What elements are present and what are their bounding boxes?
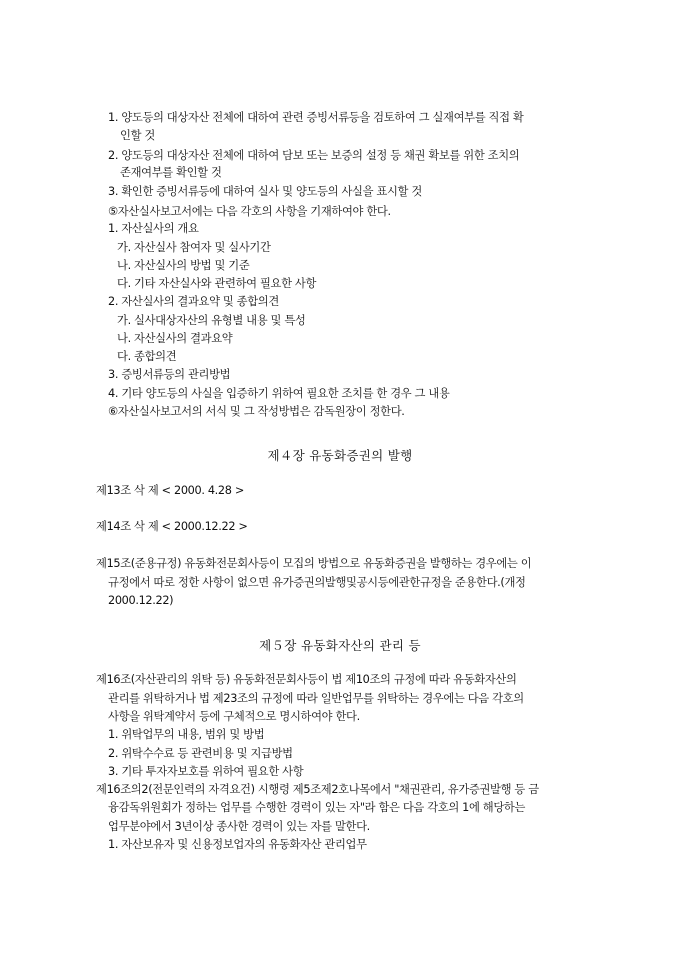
list-item: 3. 증빙서류등의 관리방법 [108,368,231,381]
list-item: 인할 것 [120,129,155,142]
article-line: 제13조 삭 제 < 2000. 4.28 > [96,484,244,497]
list-item: 존재여부를 확인할 것 [120,166,222,179]
list-item: 다. 기타 자산실사와 관련하여 필요한 사항 [117,277,317,290]
article-line: 제16조의2(전문인력의 자격요건) 시행령 제5조제2호나목에서 "채권관리, 유가증권발행 등 금 [96,783,539,796]
article-line: 제16조(자산관리의 위탁 등) 유동화전문회사등이 법 제10조의 규정에 따라 유동화자산의 [96,673,517,686]
list-item: 3. 확인한 증빙서류등에 대하여 실사 및 양도등의 사실을 표시할 것 [108,185,422,198]
article-line: 규정에서 따로 정한 사항이 없으면 유가증권의발행및공시등에관한규정을 준용한다.(개정 [108,576,526,589]
list-item: 1. 양도등의 대상자산 전체에 대하여 관련 증빙서류등을 검토하여 그 실재여부를 직접 확 [108,111,524,124]
list-item: 나. 자산실사의 결과요약 [117,332,233,345]
list-item: 나. 자산실사의 방법 및 기준 [117,259,250,272]
list-item: 2. 위탁수수료 등 관련비용 및 지급방법 [108,747,293,760]
list-item: 3. 기타 투자자보호를 위하여 필요한 사항 [108,765,304,778]
list-item: 4. 기타 양도등의 사실을 입증하기 위하여 필요한 조치를 한 경우 그 내용 [108,387,450,400]
article-line: 2000.12.22) [108,594,174,607]
list-item: 다. 종합의견 [117,350,177,363]
list-item: 2. 양도등의 대상자산 전체에 대하여 담보 또는 보증의 설정 등 채권 확보를 위한 조치의 [108,149,520,162]
chapter-heading: 제５장 유동화자산의 관리 등 [259,638,421,653]
article-line: 제15조(준용규정) 유동화전문회사등이 모집의 방법으로 유동화증권을 발행하는 경우에는 이 [96,557,532,570]
article-line: 관리를 위탁하거나 법 제23조의 규정에 따라 일반업무를 위탁하는 경우에는 다음 각호의 [108,692,524,705]
list-item: 1. 위탁업무의 내용, 범위 및 방법 [108,728,265,741]
article-line: 융감독위원회가 정하는 업무를 수행한 경력이 있는 자"라 함은 다음 각호의 1에 해당하는 [108,801,526,814]
paragraph: ⑥자산실사보고서의 서식 및 그 작성방법은 감독원장이 정한다. [108,405,405,418]
article-line: 업무분야에서 3년이상 종사한 경력이 있는 자를 말한다. [108,820,370,833]
list-item: 가. 자산실사 참여자 및 실사기간 [117,241,271,254]
list-item: 1. 자산보유자 및 신용정보업자의 유동화자산 관리업무 [108,838,367,851]
paragraph: ⑤자산실사보고서에는 다음 각호의 사항을 기재하여야 한다. [108,205,391,218]
list-item: 2. 자산실사의 결과요약 및 종합의견 [108,295,279,308]
list-item: 가. 실사대상자산의 유형별 내용 및 특성 [117,314,306,327]
chapter-heading: 제４장 유동화증권의 발행 [267,448,413,463]
article-line: 제14조 삭 제 < 2000.12.22 > [96,520,248,533]
article-line: 사항을 위탁계약서 등에 구체적으로 명시하여야 한다. [108,710,360,723]
list-item: 1. 자산실사의 개요 [108,222,199,235]
